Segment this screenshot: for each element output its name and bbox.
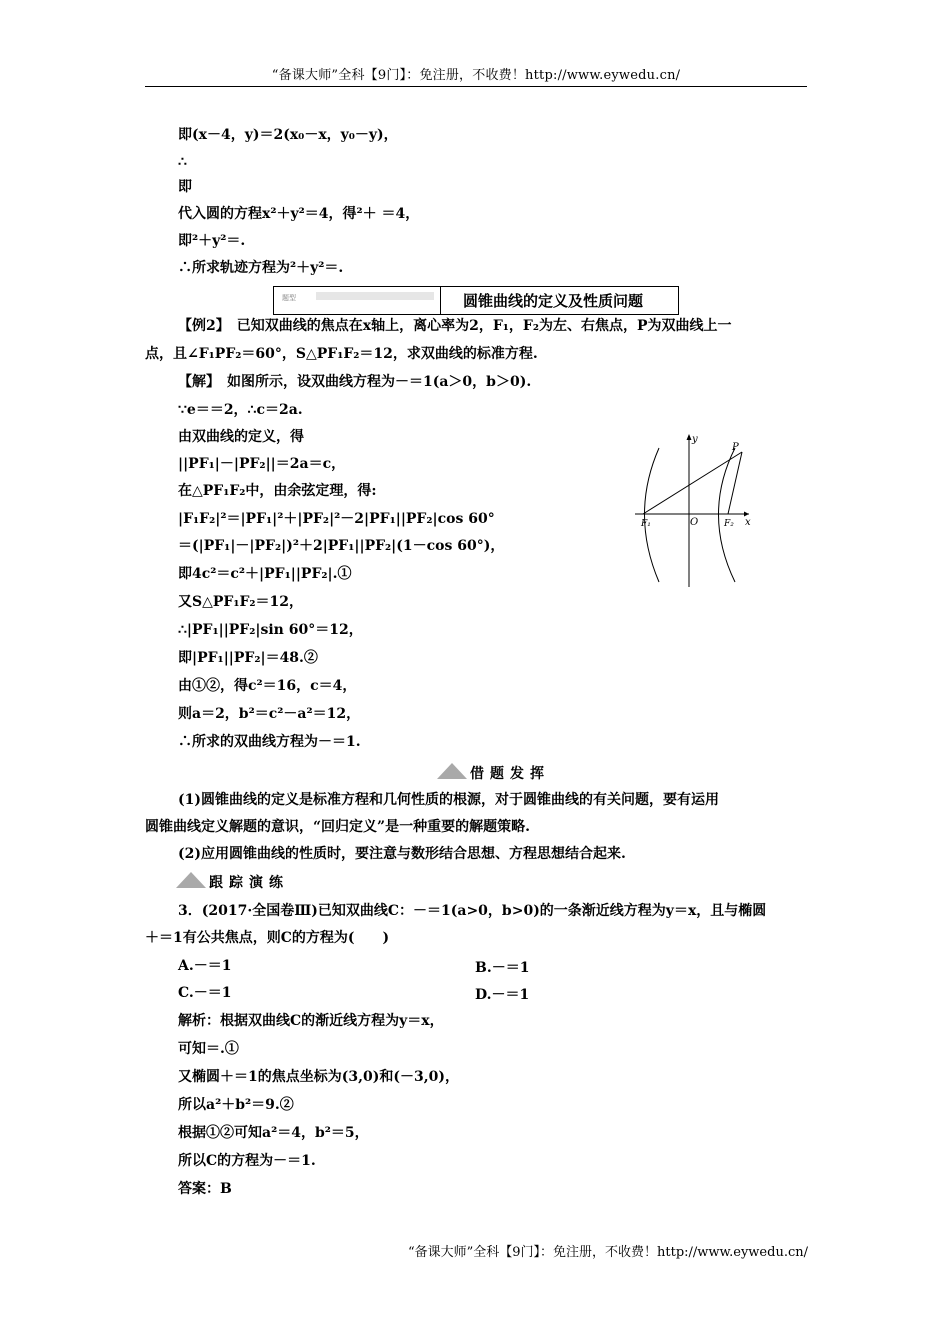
insight-line: 圆锥曲线定义解题的意识，“回归定义”是一种重要的解题策略. <box>145 819 530 835</box>
hyperbola-left-branch <box>645 448 660 582</box>
insight-title: 借题发挥 <box>470 766 550 782</box>
solution-line: ＝(|PF₁|－|PF₂|)²＋2|PF₁||PF₂|(1－cos 60°)， <box>178 538 505 554</box>
topic-tag-bar <box>316 292 434 300</box>
triangle-icon <box>437 763 467 779</box>
option-d: D.－＝1 <box>475 987 530 1003</box>
hyperbola-right-branch <box>719 448 736 582</box>
text-line: ∴所求轨迹方程为²＋y²＝. <box>178 260 344 276</box>
triangle-icon <box>176 872 206 888</box>
solution-line: 则a＝2，b²＝c²－a²＝12， <box>178 706 361 722</box>
header-divider <box>145 86 807 87</box>
label-f2: F₂ <box>724 519 734 529</box>
option-b: B.－＝1 <box>475 960 530 976</box>
solution-line: 由①②，得c²＝16，c＝4， <box>178 678 357 694</box>
analysis-line: 所以a²＋b²＝9.② <box>178 1097 294 1113</box>
solution-line: |F₁F₂|²＝|PF₁|²＋|PF₂|²－2|PF₁||PF₂|cos 60° <box>178 511 495 527</box>
label-p: P <box>732 442 739 453</box>
hyperbola-figure <box>625 430 755 590</box>
option-c: C.－＝1 <box>178 985 232 1001</box>
question-line: ＋＝1有公共焦点，则C的方程为( ) <box>145 930 390 946</box>
analysis-line: 又椭圆＋＝1的焦点坐标为(3,0)和(－3,0)， <box>178 1069 459 1085</box>
text-line: 即 <box>178 179 192 195</box>
answer-line: 答案：B <box>178 1181 232 1197</box>
topic-title: 圆锥曲线的定义及性质问题 <box>463 292 644 310</box>
topic-banner <box>273 286 679 315</box>
y-axis-arrow <box>687 434 692 440</box>
solution-line: 即|PF₁||PF₂|＝48.② <box>178 650 318 666</box>
solution-line: 由双曲线的定义，得 <box>178 429 304 445</box>
example-line: 【例2】 已知双曲线的焦点在x轴上，离心率为2，F₁，F₂为左、右焦点，P为双曲线上一 <box>178 318 732 334</box>
text-line: 即²＋y²＝. <box>178 233 246 249</box>
segment-pf2 <box>728 452 742 514</box>
solution-line: ||PF₁|－|PF₂||＝2a＝c， <box>178 456 346 472</box>
solution-line: ∴|PF₁||PF₂|sin 60°＝12， <box>178 622 363 638</box>
example-line: 点，且∠F₁PF₂＝60°，S△PF₁F₂＝12，求双曲线的标准方程. <box>145 346 538 362</box>
solution-line: ∴所求的双曲线方程为－＝1. <box>178 734 361 750</box>
label-f1: F₁ <box>641 519 651 529</box>
insight-line: (1)圆锥曲线的定义是标准方程和几何性质的根源，对于圆锥曲线的有关问题，要有运用 <box>178 792 719 808</box>
solution-line: ∵e＝＝2，∴c＝2a. <box>178 402 303 418</box>
solution-line: 在△PF₁F₂中，由余弦定理，得: <box>178 483 377 499</box>
analysis-line: 解析：根据双曲线C的渐近线方程为y＝x， <box>178 1013 444 1029</box>
topic-tag: 题型 <box>282 294 296 302</box>
page-footer: “备课大师”全科【9门】：免注册，不收费！http://www.eywedu.cn/ <box>407 1245 808 1260</box>
analysis-line: 根据①②可知a²＝4，b²＝5， <box>178 1125 369 1141</box>
topic-tag-area <box>274 287 441 314</box>
analysis-line: 所以C的方程为－＝1. <box>178 1153 316 1169</box>
x-axis-arrow <box>744 512 749 517</box>
solution-line: 【解】 如图所示，设双曲线方程为－＝1(a＞0，b＞0). <box>178 374 532 390</box>
insight-line: (2)应用圆锥曲线的性质时，要注意与数形结合思想、方程思想结合起来. <box>178 846 626 862</box>
solution-line: 即4c²＝c²＋|PF₁||PF₂|.① <box>178 566 352 582</box>
text-line: 代入圆的方程x²＋y²＝4，得²＋ ＝4， <box>178 206 420 222</box>
label-x: x <box>745 517 751 528</box>
text-line: 即(x－4，y)＝2(x₀－x，y₀－y)， <box>178 127 398 143</box>
segment-pf1 <box>643 452 742 514</box>
option-a: A.－＝1 <box>178 958 232 974</box>
question-line: 3．(2017·全国卷Ⅲ)已知双曲线C：－＝1(a>0，b>0)的一条渐近线方程为y＝x，且与椭圆 <box>178 903 767 919</box>
label-y: y <box>692 434 698 445</box>
practice-title: 跟踪演练 <box>209 875 289 891</box>
page-header: “备课大师”全科【9门】：免注册，不收费！http://www.eywedu.cn/ <box>271 68 681 83</box>
analysis-line: 可知＝.① <box>178 1041 239 1057</box>
solution-line: 又S△PF₁F₂＝12， <box>178 594 304 610</box>
text-line: ∴ <box>178 154 187 170</box>
label-o: O <box>690 517 699 528</box>
